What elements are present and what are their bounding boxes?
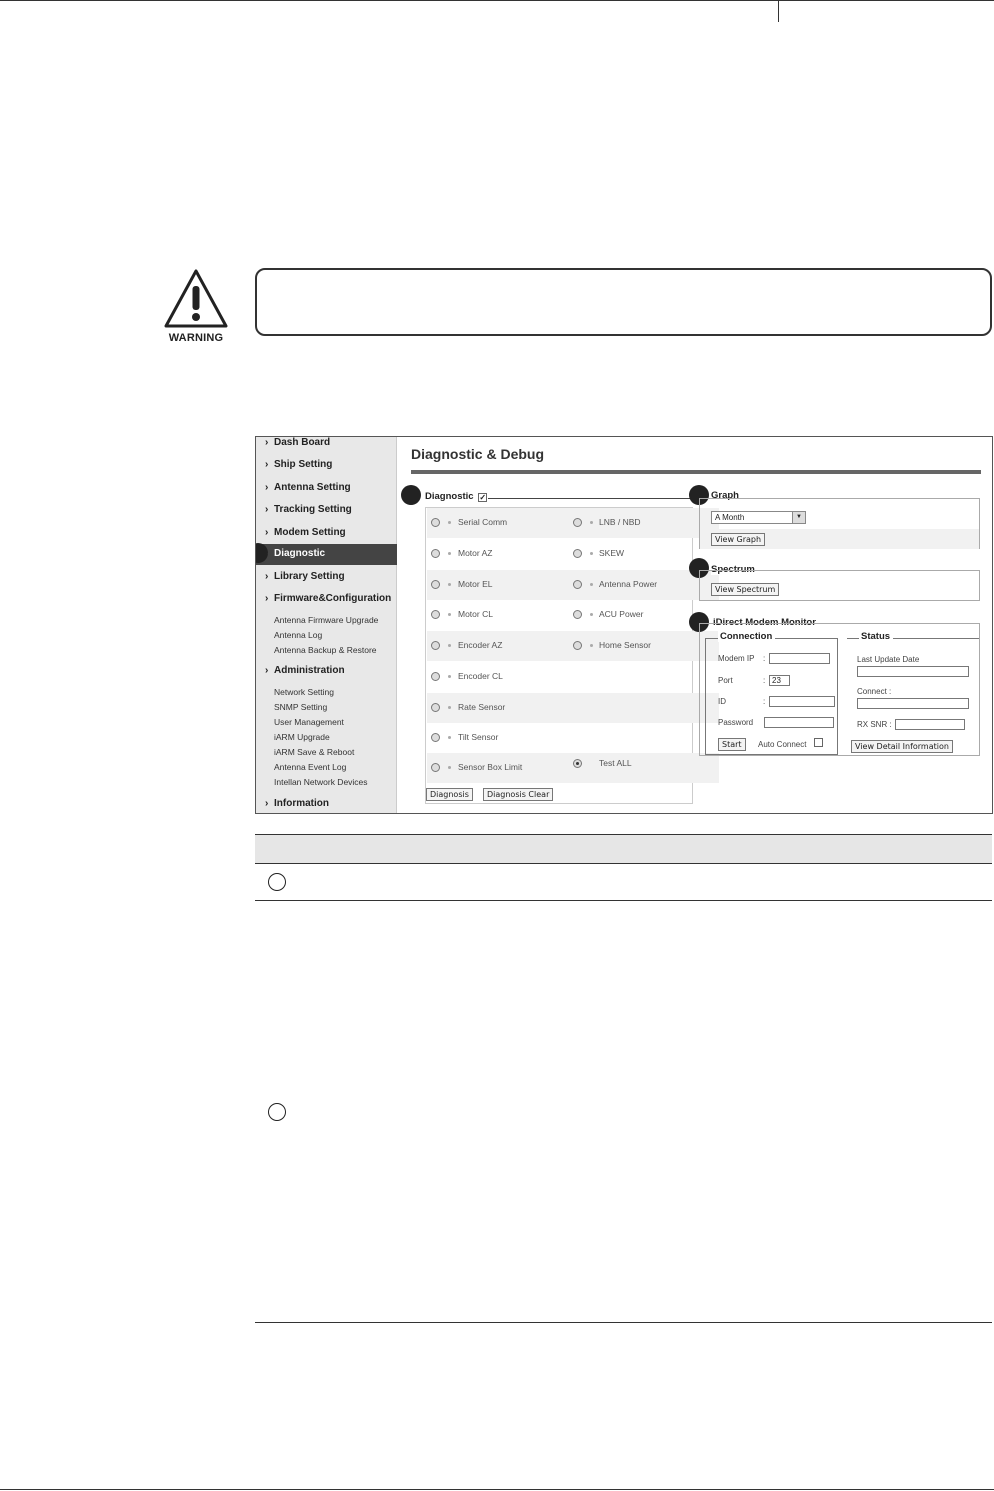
- password-label: Password: [718, 718, 754, 727]
- diag-item-label: ACU Power: [599, 609, 644, 619]
- radio-skew[interactable]: [573, 549, 582, 558]
- last-update-field: [857, 666, 969, 677]
- diag-item-label: Motor CL: [458, 609, 493, 619]
- sidebar-subitem[interactable]: Antenna Backup & Restore: [274, 645, 377, 655]
- margin-mark: [778, 0, 779, 22]
- rx-snr-label: RX SNR :: [857, 720, 892, 729]
- chevron-right-icon: ›: [265, 504, 269, 515]
- sidebar-item-administration[interactable]: › Administration: [256, 661, 397, 681]
- modem-monitor-title: iDirect Modem Monitor: [713, 617, 819, 628]
- sidebar-item-information[interactable]: › Information: [256, 794, 397, 814]
- page-bottom-rule: [0, 1489, 994, 1490]
- sidebar-subitem[interactable]: User Management: [274, 717, 344, 727]
- diag-row: [427, 631, 719, 661]
- sidebar-subitem[interactable]: iARM Save & Reboot: [274, 747, 355, 757]
- chevron-right-icon: ›: [265, 665, 269, 676]
- chevron-down-icon: ▼: [792, 512, 805, 523]
- sidebar-item-tracking-setting[interactable]: › Tracking Setting: [256, 500, 397, 520]
- chevron-right-icon: ›: [265, 527, 269, 538]
- table-bottom-rule: [255, 1322, 992, 1323]
- password-input[interactable]: [764, 717, 834, 728]
- diag-row: [427, 662, 719, 692]
- connect-field: [857, 698, 969, 709]
- diag-row: [427, 570, 719, 600]
- radio-motor-el[interactable]: [431, 580, 440, 589]
- diag-item-label: LNB / NBD: [599, 517, 641, 527]
- rx-snr-field: [895, 719, 965, 730]
- diag-row: [427, 753, 719, 783]
- diag-item-label: Tilt Sensor: [458, 732, 499, 742]
- diag-row: [427, 508, 719, 538]
- diagnostic-checkbox[interactable]: ✓: [479, 493, 487, 502]
- sidebar-item-dash-board[interactable]: › Dash Board: [256, 436, 397, 453]
- radio-test-all[interactable]: [573, 759, 582, 768]
- number-marker: [268, 873, 286, 891]
- table-header: [255, 834, 992, 864]
- warning-box: [255, 268, 992, 336]
- radio-serial-comm[interactable]: [431, 518, 440, 527]
- ui-screenshot: [255, 436, 993, 814]
- radio-acu-power[interactable]: [573, 610, 582, 619]
- spectrum-panel: [699, 570, 980, 601]
- sidebar-subitem[interactable]: Intellan Network Devices: [274, 777, 368, 787]
- graph-period-select[interactable]: A Month ▼: [711, 511, 806, 524]
- number-marker: [268, 1103, 286, 1121]
- diagnostic-panel: [425, 507, 693, 804]
- sidebar-subitem[interactable]: Network Setting: [274, 687, 334, 697]
- diag-item-label: Encoder CL: [458, 671, 503, 681]
- view-graph-button[interactable]: View Graph: [711, 533, 765, 546]
- page-title: Diagnostic & Debug: [411, 446, 545, 462]
- chevron-right-icon: ›: [265, 482, 269, 493]
- test-all-label: Test ALL: [599, 758, 632, 768]
- auto-connect-checkbox[interactable]: [814, 738, 823, 747]
- chevron-right-icon: ›: [265, 437, 269, 448]
- main-content: [398, 437, 993, 813]
- radio-home-sensor[interactable]: [573, 641, 582, 650]
- diag-row: [427, 539, 719, 569]
- connection-panel: Connection Modem IP : Port : 23 ID : Password Start Auto Connect: [705, 638, 838, 755]
- start-button[interactable]: Start: [718, 738, 746, 751]
- diag-item-label: Sensor Box Limit: [458, 762, 523, 772]
- radio-rate-sensor[interactable]: [431, 703, 440, 712]
- page-top-rule: [0, 0, 994, 1]
- radio-motor-cl[interactable]: [431, 610, 440, 619]
- diag-item-label: Serial Comm: [458, 517, 508, 527]
- diag-item-label: Motor AZ: [458, 548, 493, 558]
- sidebar-item-antenna-setting[interactable]: › Antenna Setting: [256, 478, 397, 498]
- warning-triangle-icon: [163, 268, 229, 330]
- spectrum-title: Spectrum: [711, 564, 758, 575]
- sidebar-subitem[interactable]: Antenna Firmware Upgrade: [274, 615, 379, 625]
- sidebar-item-firmware-configuration[interactable]: › Firmware&Configuration: [256, 589, 397, 609]
- radio-antenna-power[interactable]: [573, 580, 582, 589]
- sidebar-item-modem-setting[interactable]: › Modem Setting: [256, 523, 397, 543]
- chevron-right-icon: ›: [265, 459, 269, 470]
- diagnosis-clear-button[interactable]: Diagnosis Clear: [483, 788, 553, 801]
- diag-item-label: Home Sensor: [599, 640, 651, 650]
- modem-ip-label: Modem IP: [718, 654, 755, 663]
- chevron-right-icon: ›: [265, 798, 269, 809]
- status-title: Status: [859, 631, 893, 642]
- chevron-right-icon: ›: [265, 571, 269, 582]
- diag-item-label: SKEW: [599, 548, 625, 558]
- radio-tilt-sensor[interactable]: [431, 733, 440, 742]
- auto-connect-label: Auto Connect: [758, 740, 807, 749]
- radio-encoder-az[interactable]: [431, 641, 440, 650]
- diag-row: [427, 693, 719, 723]
- radio-encoder-cl[interactable]: [431, 672, 440, 681]
- id-label: ID: [718, 697, 726, 706]
- port-label: Port: [718, 676, 733, 685]
- graph-panel: [699, 498, 980, 549]
- view-spectrum-button[interactable]: View Spectrum: [711, 583, 779, 596]
- status-panel: [847, 631, 979, 755]
- diag-item-label: Encoder AZ: [458, 640, 503, 650]
- modem-ip-input[interactable]: [769, 653, 830, 664]
- radio-lnb-nbd[interactable]: [573, 518, 582, 527]
- sidebar-item-library-setting[interactable]: › Library Setting: [256, 567, 397, 587]
- diag-item-label: Rate Sensor: [458, 702, 506, 712]
- sidebar-item-ship-setting[interactable]: › Ship Setting: [256, 455, 397, 475]
- table-row-rule: [255, 900, 992, 901]
- diag-row: [427, 600, 719, 630]
- id-input[interactable]: [769, 696, 835, 707]
- diagnostic-title: Diagnostic ✓: [425, 491, 488, 502]
- modem-monitor-panel: [699, 623, 980, 756]
- diag-item-label: Motor EL: [458, 579, 493, 589]
- warning-block: [163, 268, 229, 348]
- connect-label: Connect :: [857, 687, 892, 696]
- port-input[interactable]: 23: [769, 675, 790, 686]
- sidebar: [256, 437, 397, 813]
- sidebar-subitem[interactable]: SNMP Setting: [274, 702, 328, 712]
- view-detail-information-button[interactable]: View Detail Information: [851, 740, 953, 753]
- diag-item-label: Antenna Power: [599, 579, 658, 589]
- diagnosis-button[interactable]: Diagnosis: [426, 788, 473, 801]
- radio-motor-az[interactable]: [431, 549, 440, 558]
- graph-title: Graph: [711, 490, 742, 501]
- warning-label: WARNING: [168, 332, 224, 344]
- last-update-label: Last Update Date: [857, 655, 920, 664]
- sidebar-subitem[interactable]: Antenna Event Log: [274, 762, 347, 772]
- sidebar-subitem[interactable]: Antenna Log: [274, 630, 323, 640]
- connection-title: Connection: [718, 631, 775, 642]
- callout-marker: [401, 485, 421, 505]
- radio-sensor-box-limit[interactable]: [431, 763, 440, 772]
- title-rule: [411, 470, 981, 474]
- sidebar-subitem[interactable]: iARM Upgrade: [274, 732, 330, 742]
- sidebar-item-diagnostic[interactable]: Diagnostic: [256, 544, 397, 565]
- chevron-right-icon: ›: [265, 593, 269, 604]
- diag-row: [427, 723, 719, 753]
